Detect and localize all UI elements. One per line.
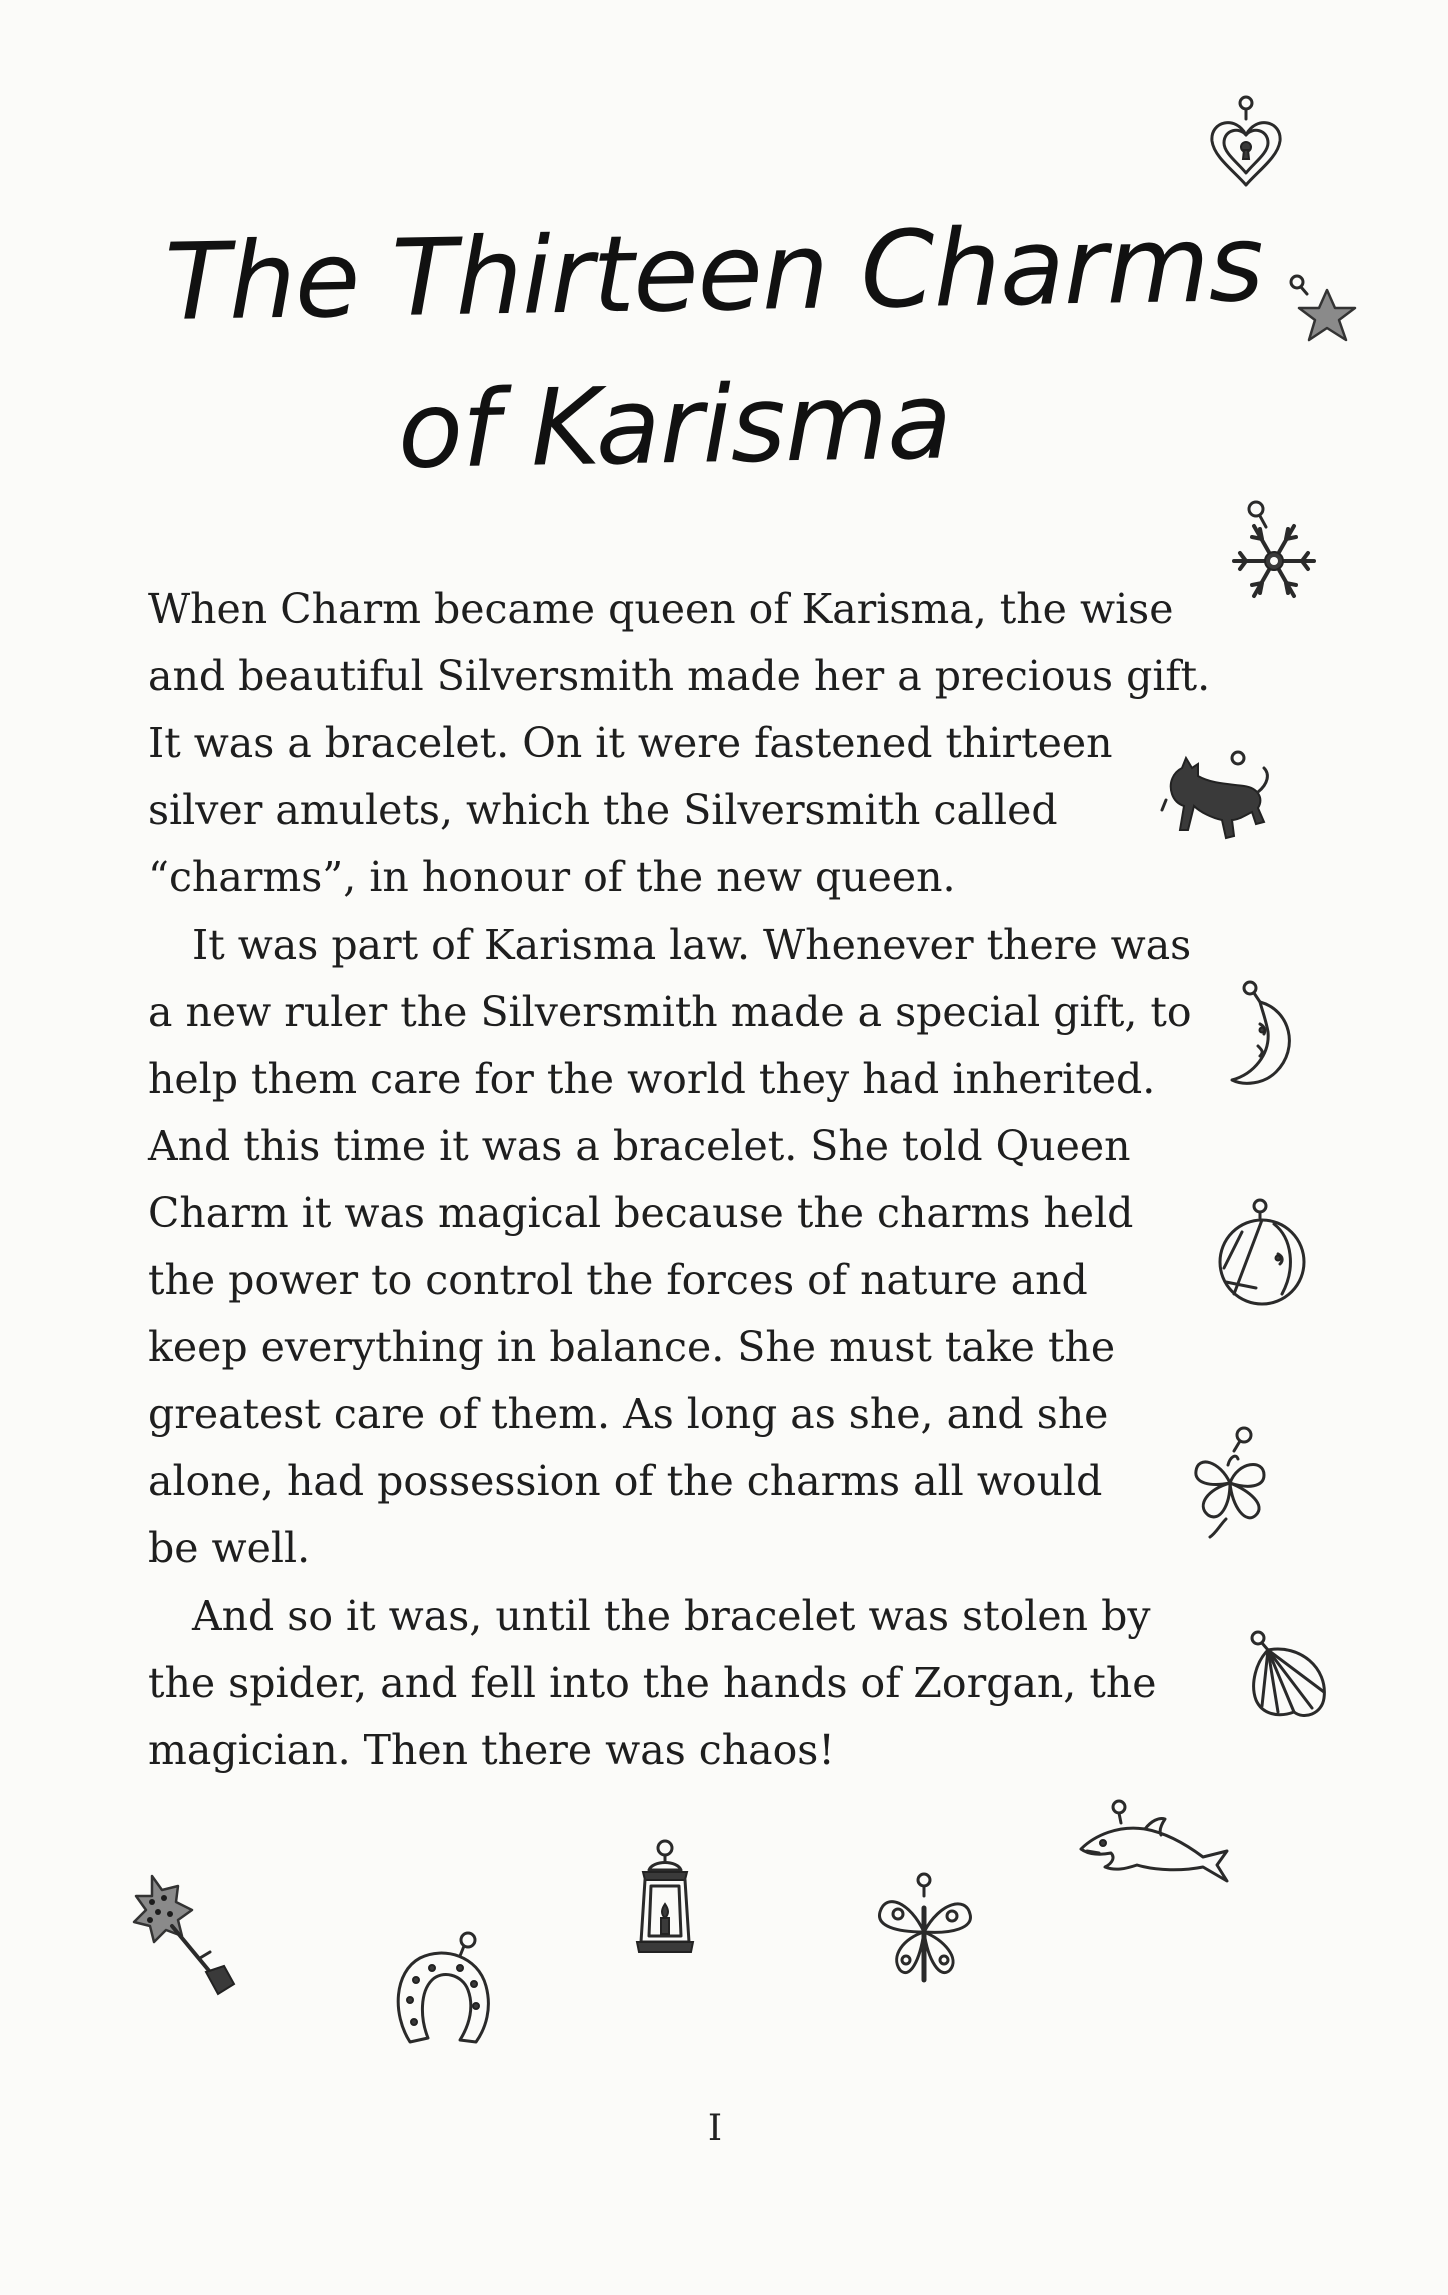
text-line: And so it was, until the bracelet was stolen by bbox=[192, 1592, 1151, 1640]
paragraph-3 bbox=[148, 1583, 1157, 1784]
text-line: keep everything in balance. She must take the bbox=[148, 1323, 1116, 1371]
butterfly-icon bbox=[870, 1872, 980, 1992]
cat-icon bbox=[1160, 750, 1275, 850]
page-number: I bbox=[707, 2108, 723, 2149]
paragraph-1 bbox=[148, 576, 1210, 911]
text-line: the power to control the forces of nature and bbox=[148, 1256, 1088, 1304]
star-icon bbox=[1283, 272, 1363, 352]
text-line: help them care for the world they had inherited. bbox=[148, 1055, 1156, 1103]
text-line: “charms”, in honour of the new queen. bbox=[148, 853, 956, 901]
chapter-title-line-1: The Thirteen Charms bbox=[163, 201, 1264, 344]
moon-icon bbox=[1220, 980, 1310, 1090]
paragraph-2 bbox=[148, 912, 1192, 1582]
text-line: Charm it was magical because the charms held bbox=[148, 1189, 1134, 1237]
sun-icon bbox=[1212, 1198, 1312, 1308]
key-icon bbox=[130, 1872, 250, 2002]
lantern-icon bbox=[625, 1838, 705, 1968]
text-line: the spider, and fell into the hands of Zorgan, the bbox=[148, 1659, 1157, 1707]
text-line: silver amulets, which the Silversmith called bbox=[148, 786, 1058, 834]
horseshoe-icon bbox=[390, 1930, 500, 2050]
text-line: greatest care of them. As long as she, and she bbox=[148, 1390, 1109, 1438]
text-line: be well. bbox=[148, 1524, 311, 1572]
text-line: and beautiful Silversmith made her a precious gift. bbox=[148, 652, 1211, 700]
snowflake-icon bbox=[1222, 497, 1322, 607]
text-line: alone, had possession of the charms all would bbox=[148, 1457, 1103, 1505]
clover-icon bbox=[1180, 1425, 1280, 1540]
heart-lock-icon bbox=[1206, 95, 1286, 190]
chapter-title-line-2: of Karisma bbox=[396, 359, 953, 492]
shell-icon bbox=[1238, 1628, 1338, 1728]
text-line: magician. Then there was chaos! bbox=[148, 1726, 835, 1774]
text-line: a new ruler the Silversmith made a special gift, to bbox=[148, 988, 1192, 1036]
text-line: It was part of Karisma law. Whenever there was bbox=[192, 921, 1192, 969]
dolphin-icon bbox=[1075, 1795, 1235, 1885]
text-line: It was a bracelet. On it were fastened thirteen bbox=[148, 719, 1113, 767]
text-line: And this time it was a bracelet. She told Queen bbox=[148, 1122, 1131, 1170]
text-line: When Charm became queen of Karisma, the wise bbox=[148, 585, 1174, 633]
